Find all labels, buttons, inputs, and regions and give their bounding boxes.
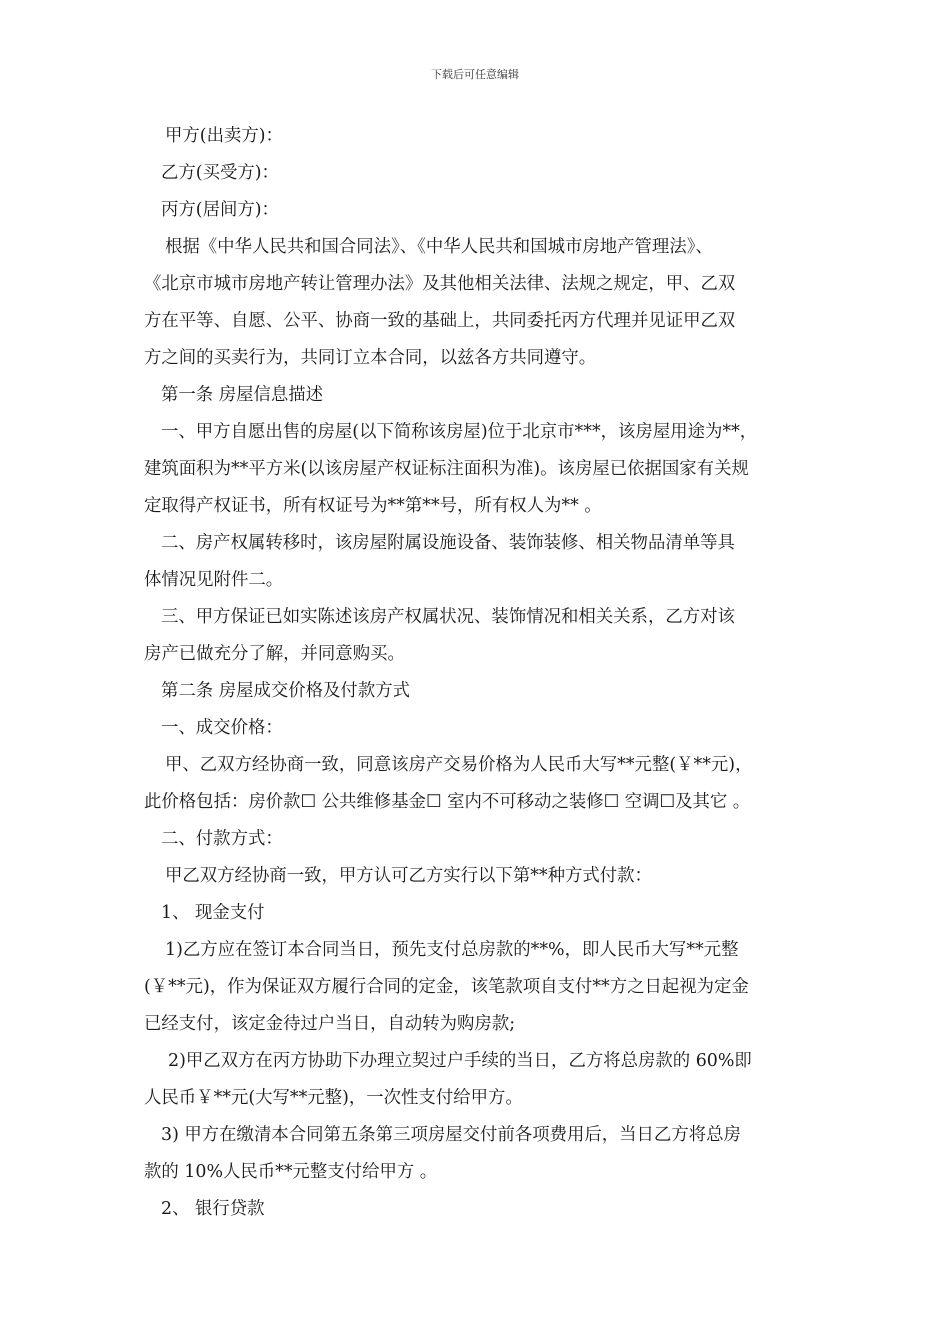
contract-body xyxy=(144,118,820,1228)
paragraph-line: 甲乙双方经协商一致，甲方认可乙方实行以下第**种方式付款： xyxy=(165,866,652,886)
paragraph-line: 根据《中华人民共和国合同法》、《中华人民共和国城市房地产管理法》、 xyxy=(165,237,713,257)
paragraph-line: 方在平等、自愿、公平、协商一致的基础上，共同委托丙方代理并见证甲乙双 xyxy=(144,311,736,331)
page-header: 下载后可任意编辑 xyxy=(431,68,519,81)
paragraph-line: 三、甲方保证已如实陈述该房产权属状况、装饰情况和相关关系，乙方对该 xyxy=(161,607,735,627)
subsection-heading: 一、成交价格： xyxy=(161,718,283,738)
party-c-line: 丙方(居间方)： xyxy=(161,200,279,220)
paragraph-line: 1)乙方应在签订本合同当日，预先支付总房款的**%，即人民币大写**元整 xyxy=(165,940,739,960)
section-heading: 第一条 房屋信息描述 xyxy=(161,385,324,405)
paragraph-line: 此价格包括：房价款☐ 公共维修基金☐ 室内不可移动之装修☐ 空调☐及其它 。 xyxy=(144,792,751,812)
paragraph-line: 方之间的买卖行为，共同订立本合同，以兹各方共同遵守。 xyxy=(144,348,597,368)
paragraph-line: 2)甲乙双方在丙方协助下办理立契过户手续的当日，乙方将总房款的 60%即 xyxy=(168,1051,752,1071)
paragraph-line: 体情况见附件二。 xyxy=(144,570,284,590)
paragraph-line: 房产已做充分了解，并同意购买。 xyxy=(144,644,405,664)
paragraph-line: 建筑面积为**平方米(以该房屋产权证标注面积为准)。该房屋已依据国家有关规 xyxy=(144,459,749,479)
party-b-line: 乙方(买受方)： xyxy=(161,163,279,183)
paragraph-line: 《北京市城市房地产转让管理办法》及其他相关法律、法规之规定，甲、乙双 xyxy=(144,274,736,294)
paragraph-line: 3) 甲方在缴清本合同第五条第三项房屋交付前各项费用后，当日乙方将总房 xyxy=(161,1125,741,1145)
subsection-heading: 二、付款方式： xyxy=(161,829,283,849)
paragraph-line: 一、甲方自愿出售的房屋(以下简称该房屋)位于北京市***，该房屋用途为**， xyxy=(161,422,758,442)
paragraph-line: 二、房产权属转移时，该房屋附属设施设备、装饰装修、相关物品清单等具 xyxy=(161,533,735,553)
party-a-line: 甲方(出卖方)： xyxy=(165,126,283,146)
list-heading: 2、 银行贷款 xyxy=(161,1199,265,1219)
paragraph-line: 款的 10%人民币**元整支付给甲方 。 xyxy=(144,1162,438,1182)
section-heading: 第二条 房屋成交价格及付款方式 xyxy=(161,681,410,701)
paragraph-line: 已经支付，该定金待过户当日，自动转为购房款; xyxy=(144,1014,516,1034)
paragraph-line: (￥**元)，作为保证双方履行合同的定金，该笔款项自支付**方之日起视为定金 xyxy=(144,977,749,997)
list-heading: 1、 现金支付 xyxy=(161,903,265,923)
paragraph-line: 定取得产权证书，所有权证号为**第**号，所有权人为** 。 xyxy=(144,496,602,516)
paragraph-line: 人民币￥**元(大写**元整)，一次性支付给甲方。 xyxy=(144,1088,523,1108)
paragraph-line: 甲、乙双方经协商一致，同意该房产交易价格为人民币大写**元整(￥**元)， xyxy=(165,755,753,775)
